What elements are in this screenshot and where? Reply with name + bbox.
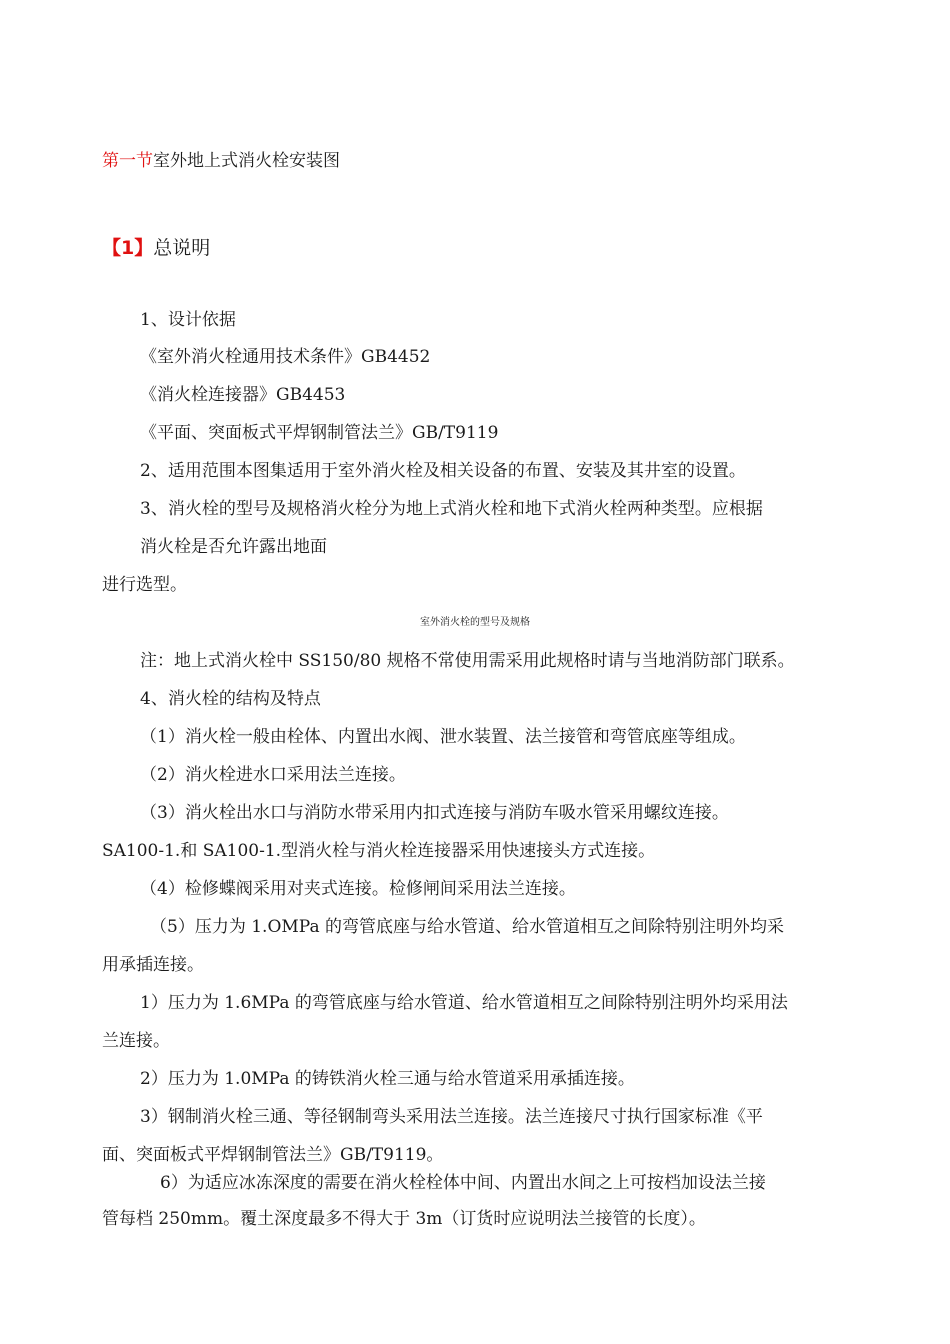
structure-5-line2: 用承插连接。 bbox=[102, 955, 204, 975]
standard-ref-gb4453: 《消火栓连接器》GB4453 bbox=[140, 385, 346, 405]
structure-1: （1）消火栓一般由栓体、内置出水阀、泄水装置、法兰接管和弯管底座等组成。 bbox=[140, 727, 746, 747]
item-types-line1: 3、消火栓的型号及规格消火栓分为地上式消火栓和地下式消火栓两种类型。应根据 bbox=[140, 499, 763, 519]
section-title-prefix: 第一节 bbox=[102, 151, 153, 171]
sub-3-line2: 面、突面板式平焊钢制管法兰》GB/T9119。 bbox=[102, 1145, 444, 1165]
section-title bbox=[102, 150, 340, 172]
standard-ref-gbt9119: 《平面、突面板式平焊钢制管法兰》GB/T9119 bbox=[140, 423, 499, 443]
structure-3-cont: SA100-1.和 SA100-1.型消火栓与消火栓连接器采用快速接头方式连接。 bbox=[102, 841, 656, 861]
item-scope: 2、适用范围本图集适用于室外消火栓及相关设备的布置、安装及其井室的设置。 bbox=[140, 461, 746, 481]
standard-ref-gb4452: 《室外消火栓通用技术条件》GB4452 bbox=[140, 347, 431, 367]
item-6-line1: 6）为适应冰冻深度的需要在消火栓栓体中间、内置出水间之上可按档加设法兰接 bbox=[160, 1173, 766, 1193]
item-types-line2: 消火栓是否允许露出地面 bbox=[140, 537, 327, 557]
sub-3-line1: 3）钢制消火栓三通、等径钢制弯头采用法兰连接。法兰连接尺寸执行国家标准《平 bbox=[140, 1107, 763, 1127]
item-design-basis: 1、设计依据 bbox=[140, 310, 236, 330]
item-types-line3: 进行选型。 bbox=[102, 575, 187, 595]
structure-3: （3）消火栓出水口与消防水带采用内扣式连接与消防车吸水管采用螺纹连接。 bbox=[140, 803, 729, 823]
structure-5-line1: （5）压力为 1.OMPa 的弯管底座与给水管道、给水管道相互之间除特别注明外均采 bbox=[150, 917, 784, 937]
sub-2: 2）压力为 1.0MPa 的铸铁消火栓三通与给水管道采用承插连接。 bbox=[140, 1069, 635, 1089]
table-caption: 室外消火栓的型号及规格 bbox=[420, 617, 530, 628]
item-structure: 4、消火栓的结构及特点 bbox=[140, 689, 321, 709]
sub-1-line2: 兰连接。 bbox=[102, 1031, 170, 1051]
section-title-text: 室外地上式消火栓安装图 bbox=[153, 151, 340, 171]
structure-4: （4）检修蝶阀采用对夹式连接。检修闸间采用法兰连接。 bbox=[140, 879, 576, 899]
structure-2: （2）消火栓进水口采用法兰连接。 bbox=[140, 765, 406, 785]
sub-1-line1: 1）压力为 1.6MPa 的弯管底座与给水管道、给水管道相互之间除特别注明外均采用法 bbox=[140, 993, 788, 1013]
heading-marker: 【1】 bbox=[102, 237, 154, 259]
note-ss150: 注：地上式消火栓中 SS150/80 规格不常使用需采用此规格时请与当地消防部门联系。 bbox=[140, 651, 795, 671]
heading-text: 总说明 bbox=[153, 237, 211, 259]
item-6-line2: 管每档 250mm。覆土深度最多不得大于 3m（订货时应说明法兰接管的长度）。 bbox=[102, 1209, 706, 1229]
section-heading bbox=[102, 237, 210, 259]
